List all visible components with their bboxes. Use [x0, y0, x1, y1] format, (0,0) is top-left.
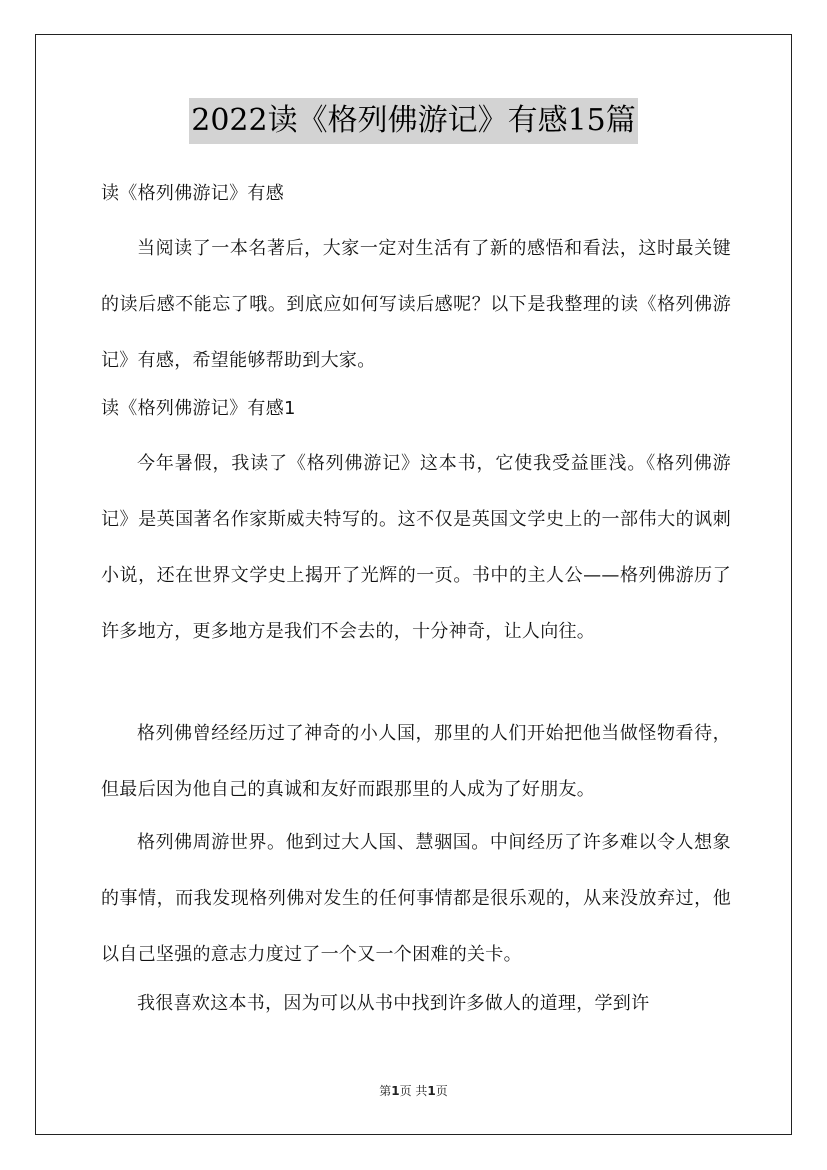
- footer-total-pages: 1: [427, 1084, 436, 1098]
- section-heading: 读《格列佛游记》有感: [101, 183, 284, 204]
- footer-prefix: 第: [379, 1084, 392, 1098]
- footer-suffix: 页: [435, 1084, 448, 1098]
- body-paragraph: 我很喜欢这本书，因为可以从书中找到许多做人的道理，学到许: [137, 993, 650, 1014]
- essay-heading: 读《格列佛游记》有感1: [101, 398, 296, 419]
- footer-mid: 页 共: [399, 1084, 428, 1098]
- body-paragraph: 格列佛周游世界。他到过大人国、慧骃国。中间经历了许多难以令人想象的事情，而我发现格列佛对发生的任何事情都是很乐观的，从来没放弃过，他以自己坚强的意志力度过了一个又一个困难的关卡。: [101, 832, 731, 965]
- footer-current-page: 1: [391, 1084, 400, 1098]
- intro-paragraph: 当阅读了一本名著后，大家一定对生活有了新的感悟和看法，这时最关键的读后感不能忘了哦。到底应如何写读后感呢？以下是我整理的读《格列佛游记》有感，希望能够帮助到大家。: [101, 238, 731, 371]
- title-container: [0, 98, 827, 144]
- body-paragraph: 格列佛曾经经历过了神奇的小人国，那里的人们开始把他当做怪物看待，但最后因为他自己的真诚和友好而跟那里的人成为了好朋友。: [101, 723, 731, 800]
- body-paragraph: 今年暑假，我读了《格列佛游记》这本书，它使我受益匪浅。《格列佛游记》是英国著名作家斯威夫特写的。这不仅是英国文学史上的一部伟大的讽刺小说，还在世界文学史上揭开了光辉的一页。书中的主人公——格列佛游历了许多地方，更多地方是我们不会去的，十分神奇，让人向往。: [101, 453, 731, 642]
- document-title: 2022读《格列佛游记》有感15篇: [189, 98, 638, 144]
- page-footer: [0, 1082, 827, 1099]
